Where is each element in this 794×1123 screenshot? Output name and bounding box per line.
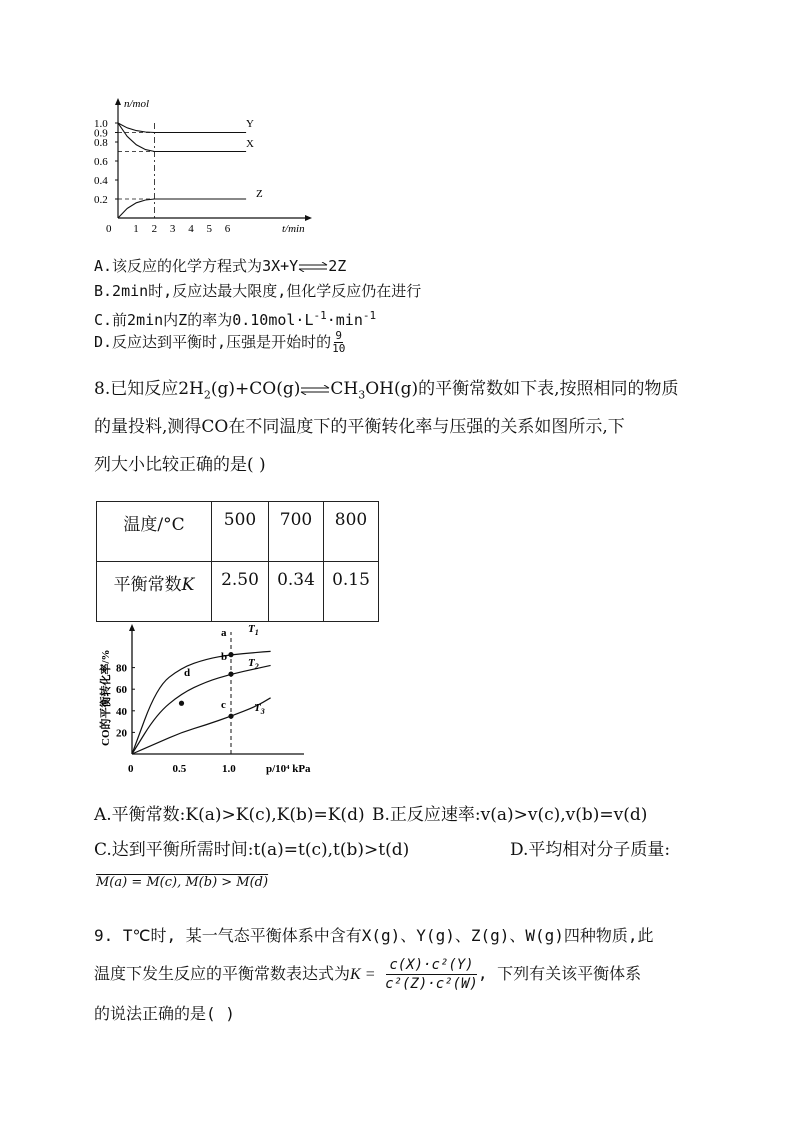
y-tick-label: 0.2 xyxy=(94,194,108,206)
x-tick-label: 6 xyxy=(224,223,231,235)
q8-option-b: B.正反应速率:v(a)>v(c),v(b)=v(d) xyxy=(372,805,648,825)
equilibrium-expression-fraction: $\frac{\text{c(X)·c²(Y)}}{\text{c²(Z)·c²(W)}}$ xyxy=(385,957,478,992)
table-row-label: 平衡常数K xyxy=(97,562,212,622)
point-d xyxy=(179,701,184,706)
x-tick-labels xyxy=(128,763,236,775)
table-cell-k800: 0.15 xyxy=(324,562,379,622)
q7-option-c: C.前2min内Z的率为$0.10mol\cdot L^{-1}\cdot\min^{-1}$ xyxy=(94,309,377,329)
chart-n-vs-t xyxy=(92,94,328,240)
fraction-9-10: $\frac{9}{10}$ xyxy=(332,329,346,355)
q9-line-3: 的说法正确的是( ) xyxy=(94,1004,235,1023)
y-axis-label: CO的平衡转化率/% xyxy=(100,649,112,746)
y-tick-labels xyxy=(94,118,118,206)
x-tick-label: 5 xyxy=(206,223,212,235)
x-tick-labels xyxy=(106,223,231,235)
y-axis-arrow xyxy=(129,624,135,631)
y-tick-label: 80 xyxy=(116,662,127,675)
curve-label-x: X xyxy=(246,138,254,150)
q8-line-3: 列大小比较正确的是( ) xyxy=(94,455,266,475)
series-line-t3 xyxy=(132,698,271,754)
x-tick-label: 0 xyxy=(106,223,112,235)
x-tick-label: 4 xyxy=(188,223,194,235)
x-tick-label: 1 xyxy=(133,223,139,235)
q8-option-d-formula: M(a) = M(c), M(b) > M(d) xyxy=(96,875,269,890)
table-row xyxy=(97,562,379,622)
table-cell-k700: 0.34 xyxy=(269,562,324,622)
y-tick-label: 20 xyxy=(116,727,127,740)
q9-line-1: 9. T℃时, 某一气态平衡体系中含有X(g)、Y(g)、Z(g)、W(g)四种物质,此 xyxy=(94,926,654,945)
table-row xyxy=(97,502,379,562)
table-header-temp: 温度/°C xyxy=(97,502,212,562)
y-axis-label: n/mol xyxy=(124,98,150,110)
dashed-guides xyxy=(118,123,155,218)
point-c xyxy=(228,714,233,719)
y-tick-label: 0.8 xyxy=(94,137,108,149)
point-label-a: a xyxy=(221,627,227,639)
x-tick-label: 0 xyxy=(128,763,134,775)
x-axis-label: p/10⁴ kPa xyxy=(266,763,311,775)
point-b xyxy=(228,671,233,676)
table-header-800: 800 xyxy=(324,502,379,562)
y-tick-label: 0.4 xyxy=(94,175,108,187)
q8-line-2: 的量投料,测得CO在不同温度下的平衡转化率与压强的关系如图所示,下 xyxy=(94,417,625,437)
q8-option-d: D.平均相对分子质量: xyxy=(510,840,671,860)
equilibrium-constant-table xyxy=(96,501,379,622)
x-axis-arrow xyxy=(305,215,312,221)
x-tick-label: 1.0 xyxy=(222,763,236,775)
series-line-y xyxy=(118,123,246,133)
equilibrium-arrow-icon xyxy=(298,256,328,278)
equilibrium-arrow-icon xyxy=(300,372,330,408)
point-a xyxy=(228,652,233,657)
curve-label-t3: $T_3$ xyxy=(254,702,265,716)
y-tick-label: 60 xyxy=(116,684,127,697)
table-header-500: 500 xyxy=(212,502,269,562)
table-header-700: 700 xyxy=(269,502,324,562)
x-tick-label: 2 xyxy=(151,223,158,235)
y-tick-label: 0.9 xyxy=(94,127,108,140)
q8-option-c: C.达到平衡所需时间:t(a)=t(c),t(b)>t(d) xyxy=(94,840,410,860)
q7-option-d: D.反应达到平衡时,压强是开始时的 $\frac{9}{10}$ xyxy=(94,329,346,355)
x-tick-label: 3 xyxy=(169,223,176,235)
q7-option-a: A.该反应的化学方程式为3X+Y 2Z xyxy=(94,255,346,278)
q8-line-1: 8.已知反应$2H_2(g)+CO(g)$ $CH_3OH(g)$的平衡常数如下表,按照相同的物质 xyxy=(94,371,679,413)
curve-label-z: Z xyxy=(256,188,263,200)
point-label-c: c xyxy=(221,699,226,711)
table-cell-k500: 2.50 xyxy=(212,562,269,622)
series-line-t2 xyxy=(132,665,271,754)
curve-label-y: Y xyxy=(246,118,254,130)
series-lines xyxy=(118,123,246,218)
curve-label-t1: $T_1$ xyxy=(248,624,259,637)
curve-label-t2: $T_2$ xyxy=(248,657,259,671)
q9-line-2: 温度下发生反应的平衡常数表达式为K = $\frac{\text{c(X)·c²(Y)}}{\text{c²(Z)·c²(W)}}$ , 下列有关该平衡体系 xyxy=(94,957,642,992)
x-axis-label: t/min xyxy=(282,223,305,235)
y-axis-arrow xyxy=(115,98,121,105)
y-tick-label: 1.0 xyxy=(94,118,108,130)
x-tick-label: 0.5 xyxy=(172,763,187,775)
q8-option-a: A.平衡常数:K(a)>K(c),K(b)=K(d) xyxy=(94,805,365,825)
point-label-d: d xyxy=(184,667,191,679)
y-tick-label: 40 xyxy=(116,705,127,718)
y-tick-label: 0.6 xyxy=(94,156,108,168)
series-line-z xyxy=(118,199,246,218)
q7-option-b: B.2min时,反应达最大限度,但化学反应仍在进行 xyxy=(94,282,422,300)
chart-co-conversion xyxy=(94,624,344,780)
series-line-x xyxy=(118,123,246,152)
point-label-b: b xyxy=(221,651,228,663)
